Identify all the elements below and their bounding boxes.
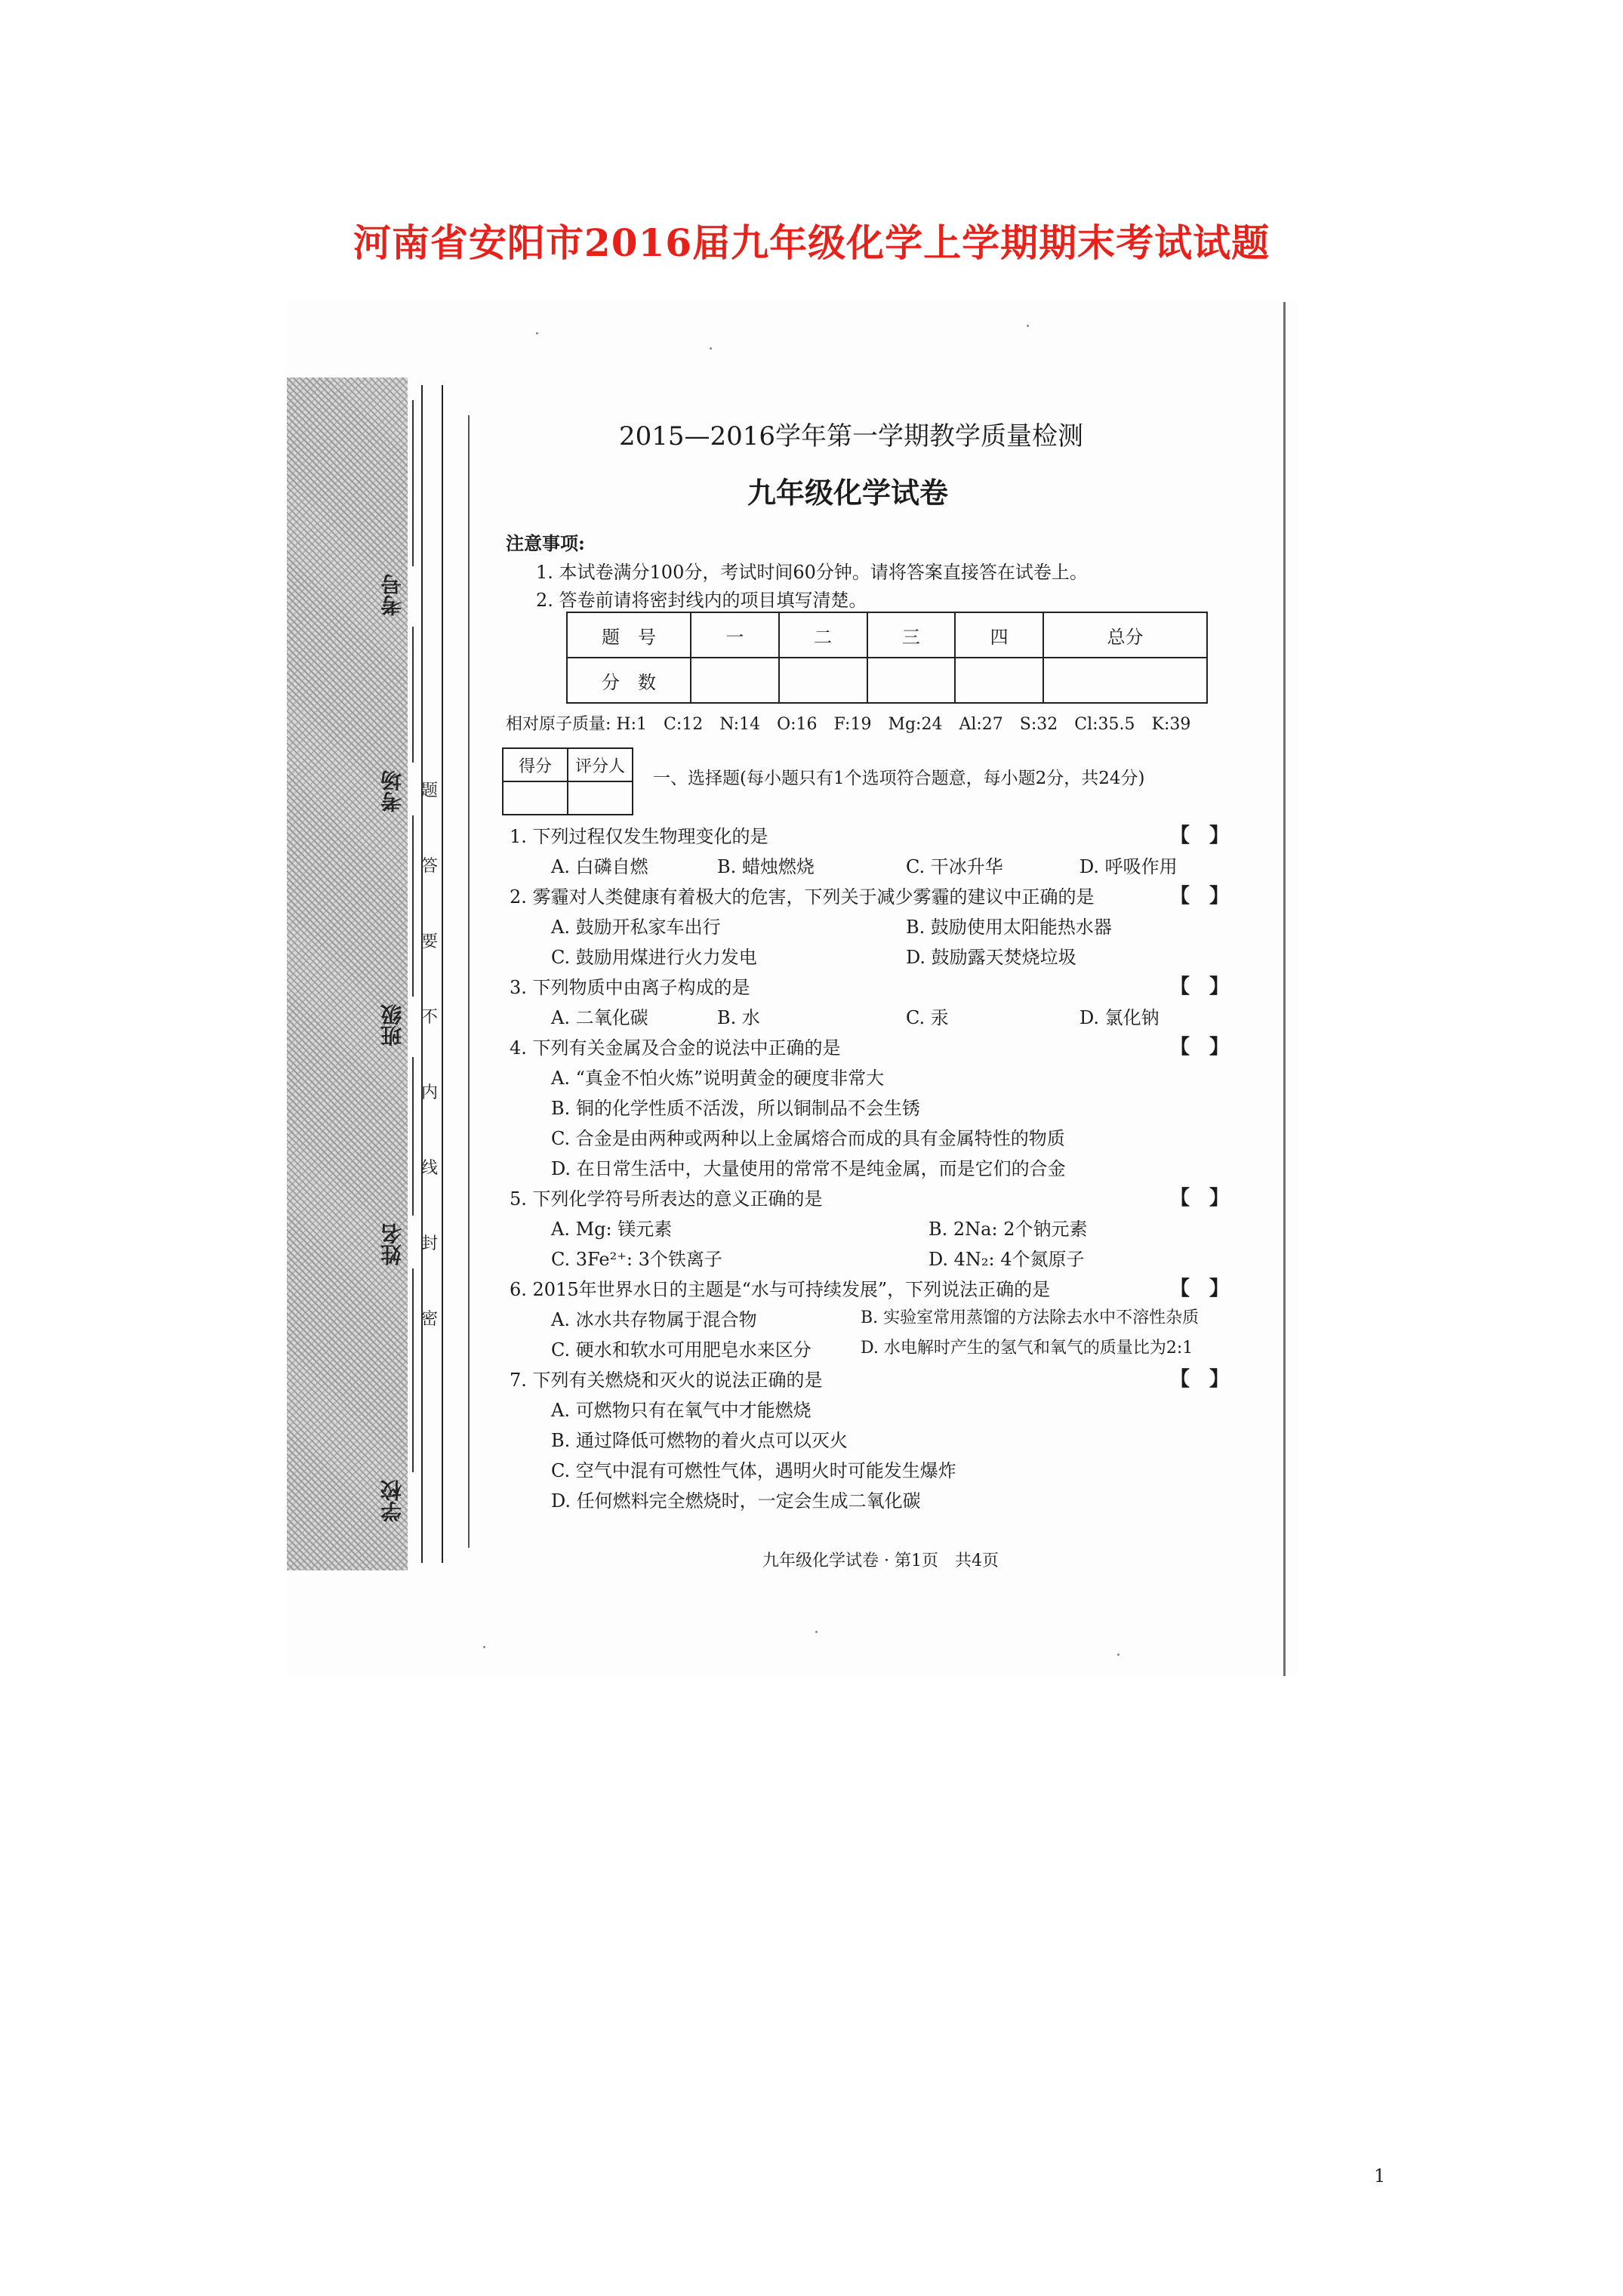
seal-char: 密 [421, 1310, 439, 1329]
q5-option-b: B. 2Na: 2个钠元素 [929, 1219, 1088, 1240]
answer-bracket: 【 】 [1170, 975, 1230, 998]
blank-class [412, 815, 414, 997]
q4-option-b: B. 铜的化学性质不活泼，所以铜制品不会生锈 [551, 1098, 920, 1119]
seal-char: 内 [421, 1083, 439, 1102]
q7-option-d: D. 任何燃料完全燃烧时，一定会生成二氧化碳 [551, 1490, 921, 1512]
scanned-exam-page [287, 302, 1298, 1676]
score-cell: 题 号 [567, 612, 691, 658]
grader-row [503, 781, 633, 815]
answer-bracket: 【 】 [1170, 1277, 1230, 1300]
scan-dot [710, 347, 712, 350]
document-title: 河南省安阳市2016届九年级化学上学期期末考试试题 [353, 220, 1270, 265]
grader-label: 得分 [503, 748, 568, 781]
score-cell [779, 658, 867, 703]
q5-option-a: A. Mg: 镁元素 [551, 1219, 673, 1240]
blank-exam-no [412, 400, 414, 566]
exam-header: 2015—2016学年第一学期教学质量检测 [619, 421, 1084, 451]
q3-option-c: C. 汞 [906, 1007, 949, 1028]
exam-subject: 九年级化学试卷 [747, 476, 949, 510]
answer-bracket: 【 】 [1170, 1187, 1230, 1210]
binding-stripe [287, 378, 408, 1570]
q7-option-c: C. 空气中混有可燃性气体，遇明火时可能发生爆炸 [551, 1460, 956, 1481]
section-1-title: 一、选择题(每小题只有1个选项符合题意，每小题2分，共24分) [653, 769, 1145, 788]
margin-line [421, 385, 423, 1563]
blank-name [412, 1057, 414, 1216]
q1-option-d: D. 呼吸作用 [1079, 856, 1178, 877]
grader-cell [503, 781, 568, 815]
q1-option-a: A. 白磷自燃 [551, 856, 648, 877]
grader-label: 评分人 [568, 748, 633, 781]
question-5-stem: 5. 下列化学符号所表达的意义正确的是 [510, 1188, 823, 1210]
answer-bracket: 【 】 [1170, 885, 1230, 908]
q6-option-b: B. 实验室常用蒸馏的方法除去水中不溶性杂质 [861, 1308, 1200, 1327]
q5-option-d: D. 4N₂: 4个氮原子 [929, 1249, 1085, 1270]
question-2-stem: 2. 雾霾对人类健康有着极大的危害，下列关于减少雾霾的建议中正确的是 [510, 886, 1095, 908]
answer-bracket: 【 】 [1170, 824, 1230, 847]
scan-dot [1027, 325, 1029, 327]
answer-bracket: 【 】 [1170, 1036, 1230, 1059]
seal-char: 答 [421, 857, 439, 876]
score-cell [867, 658, 956, 703]
q4-option-d: D. 在日常生活中，大量使用的常常不是纯金属，而是它们的合金 [551, 1158, 1066, 1179]
grader-cell [568, 781, 633, 815]
question-4-stem: 4. 下列有关金属及合金的说法中正确的是 [510, 1037, 841, 1059]
score-cell [1043, 658, 1207, 703]
score-table-header-row [567, 612, 1207, 658]
label-school: 学校 [380, 1480, 405, 1522]
question-6-stem: 6. 2015年世界水日的主题是“水与可持续发展”，下列说法正确的是 [510, 1279, 1051, 1300]
q5-option-c: C. 3Fe²⁺: 3个铁离子 [551, 1249, 722, 1270]
scan-dot [1117, 1653, 1119, 1656]
q6-option-d: D. 水电解时产生的氢气和氧气的质量比为2:1 [861, 1339, 1193, 1358]
scan-dot [536, 332, 538, 334]
notes-title: 注意事项: [506, 532, 585, 554]
seal-char: 题 [421, 781, 439, 800]
atomic-mass-line: 相对原子质量: H:1 C:12 N:14 O:16 F:19 Mg:24 Al:27 S:32 Cl:35.5 K:39 [506, 715, 1191, 734]
q3-option-b: B. 水 [717, 1007, 760, 1028]
q1-option-c: C. 干冰升华 [906, 856, 1003, 877]
q2-option-b: B. 鼓励使用太阳能热水器 [906, 917, 1112, 938]
score-cell: 三 [867, 612, 956, 658]
exam-page-footer: 九年级化学试卷 · 第1页 共4页 [762, 1552, 999, 1570]
grader-box [502, 747, 633, 815]
note-2: 2. 答卷前请将密封线内的项目填写清楚。 [536, 590, 867, 611]
q3-option-d: D. 氯化钠 [1079, 1007, 1160, 1028]
score-cell [955, 658, 1043, 703]
q2-option-a: A. 鼓励开私家车出行 [551, 917, 721, 938]
blank-exam-room [412, 627, 414, 763]
q1-option-b: B. 蜡烛燃烧 [717, 856, 815, 877]
scan-dot [815, 1631, 818, 1633]
seal-char: 封 [421, 1234, 439, 1253]
q3-option-a: A. 二氧化碳 [551, 1007, 648, 1028]
q4-option-a: A. “真金不怕火炼”说明黄金的硬度非常大 [551, 1068, 885, 1089]
q7-option-a: A. 可燃物只有在氧气中才能燃烧 [551, 1400, 812, 1421]
score-cell: 二 [779, 612, 867, 658]
q2-option-c: C. 鼓励用煤进行火力发电 [551, 947, 757, 968]
question-3-stem: 3. 下列物质中由离子构成的是 [510, 977, 750, 998]
seal-line-2 [468, 415, 470, 1548]
score-table-value-row [567, 658, 1207, 703]
q6-option-c: C. 硬水和软水可用肥皂水来区分 [551, 1339, 812, 1361]
score-cell: 总分 [1043, 612, 1207, 658]
q4-option-c: C. 合金是由两种或两种以上金属熔合而成的具有金属特性的物质 [551, 1128, 1065, 1149]
seal-char: 线 [421, 1159, 439, 1178]
page-number: 1 [1374, 2165, 1386, 2187]
score-cell: 一 [691, 612, 779, 658]
label-class: 班级 [380, 1004, 405, 1046]
score-cell: 分 数 [567, 658, 691, 703]
scan-dot [483, 1646, 485, 1648]
grader-row [503, 748, 633, 781]
label-exam-no: 考号 [380, 574, 405, 616]
answer-bracket: 【 】 [1170, 1368, 1230, 1391]
label-name: 姓名 [380, 1223, 405, 1265]
q2-option-d: D. 鼓励露天焚烧垃圾 [906, 947, 1076, 968]
note-1: 1. 本试卷满分100分，考试时间60分钟。请将答案直接答在试卷上。 [536, 562, 1088, 583]
score-table [566, 612, 1208, 704]
blank-school [412, 1268, 414, 1472]
scan-right-edge [1283, 302, 1286, 1676]
q7-option-b: B. 通过降低可燃物的着火点可以灭火 [551, 1430, 848, 1451]
seal-char: 不 [421, 1008, 439, 1027]
label-exam-room: 考场 [380, 770, 405, 812]
q6-option-a: A. 冰水共存物属于混合物 [551, 1309, 757, 1330]
score-cell [691, 658, 779, 703]
question-1-stem: 1. 下列过程仅发生物理变化的是 [510, 826, 768, 847]
score-cell: 四 [955, 612, 1043, 658]
seal-char: 要 [421, 932, 439, 951]
question-7-stem: 7. 下列有关燃烧和灭火的说法正确的是 [510, 1370, 823, 1391]
seal-line [442, 385, 443, 1563]
